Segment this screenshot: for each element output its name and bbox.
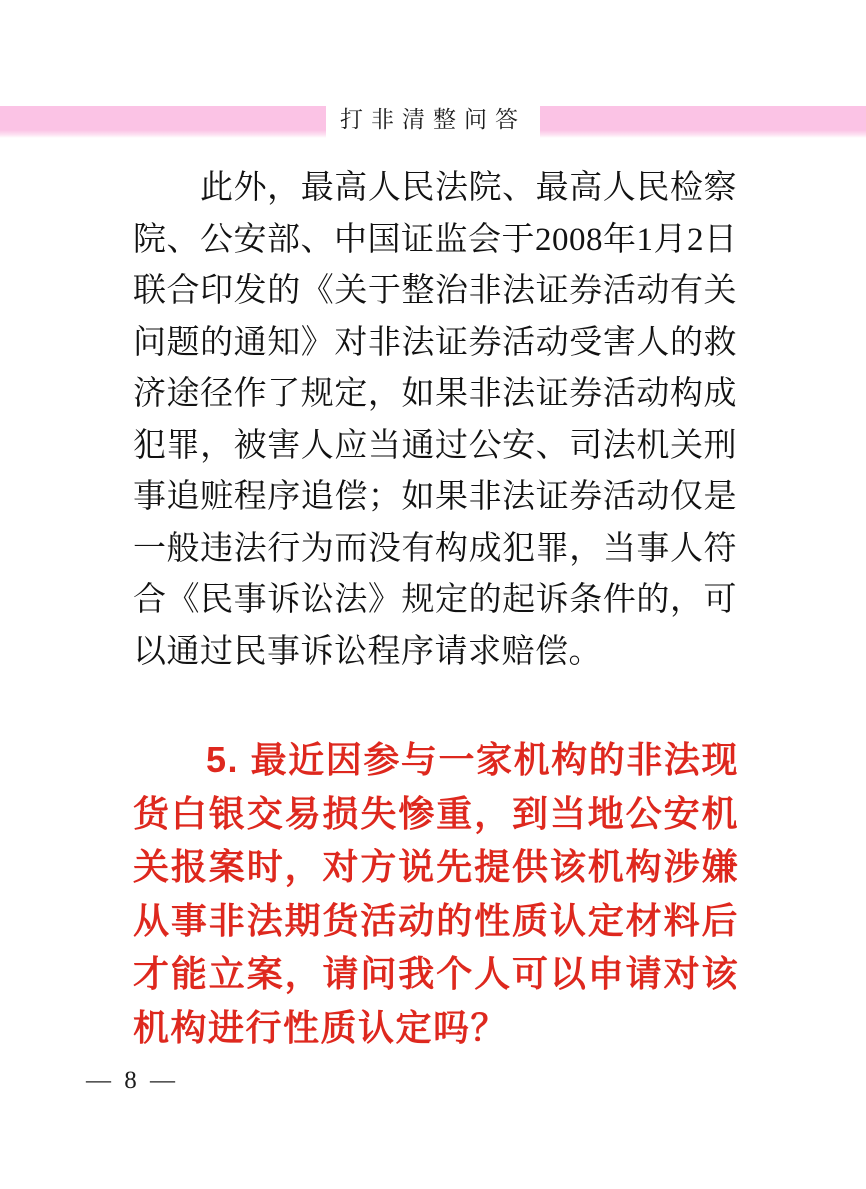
question-line: 机构进行性质认定吗？ — [133, 1006, 509, 1048]
paragraph-line: 以通过民事诉讼程序请求赔偿。 — [133, 633, 602, 670]
paragraph-line: 一般违法行为而没有构成犯罪，当事人符 — [133, 530, 737, 567]
paragraph-line: 联合印发的《关于整治非法证券活动有关 — [133, 273, 737, 309]
header-rule-right — [540, 106, 866, 138]
running-head — [0, 104, 866, 138]
paragraph-line: 犯罪，被害人应当通过公安、司法机关刑 — [133, 427, 737, 464]
question-5-heading — [133, 733, 739, 1054]
header-rule-left — [0, 106, 326, 138]
question-line: 5. 最近因参与一家机构的非法现 — [206, 739, 739, 780]
question-line: 才能立案，请问我个人可以申请对该 — [133, 953, 739, 994]
paragraph-line: 事追赃程序追偿；如果非法证券活动仅是 — [133, 479, 737, 515]
body-paragraph — [133, 163, 737, 678]
page-number: — 8 — — [86, 1067, 175, 1094]
paragraph-line: 问题的通知》对非法证券活动受害人的救 — [133, 324, 737, 361]
question-line: 从事非法期货活动的性质认定材料后 — [133, 899, 739, 941]
paragraph-line: 合《民事诉讼法》规定的起诉条件的，可 — [133, 582, 737, 618]
paragraph-line: 济途径作了规定，如果非法证券活动构成 — [133, 376, 737, 412]
question-line: 关报案时，对方说先提供该机构涉嫌 — [133, 846, 739, 887]
paragraph-line: 院、公安部、中国证监会于2008年1月2日 — [133, 221, 738, 258]
question-line: 货白银交易损失惨重，到当地公安机 — [133, 792, 739, 834]
paragraph-line: 此外，最高人民法院、最高人民检察 — [200, 170, 737, 206]
running-head-title: 打非清整问答 — [340, 107, 526, 132]
